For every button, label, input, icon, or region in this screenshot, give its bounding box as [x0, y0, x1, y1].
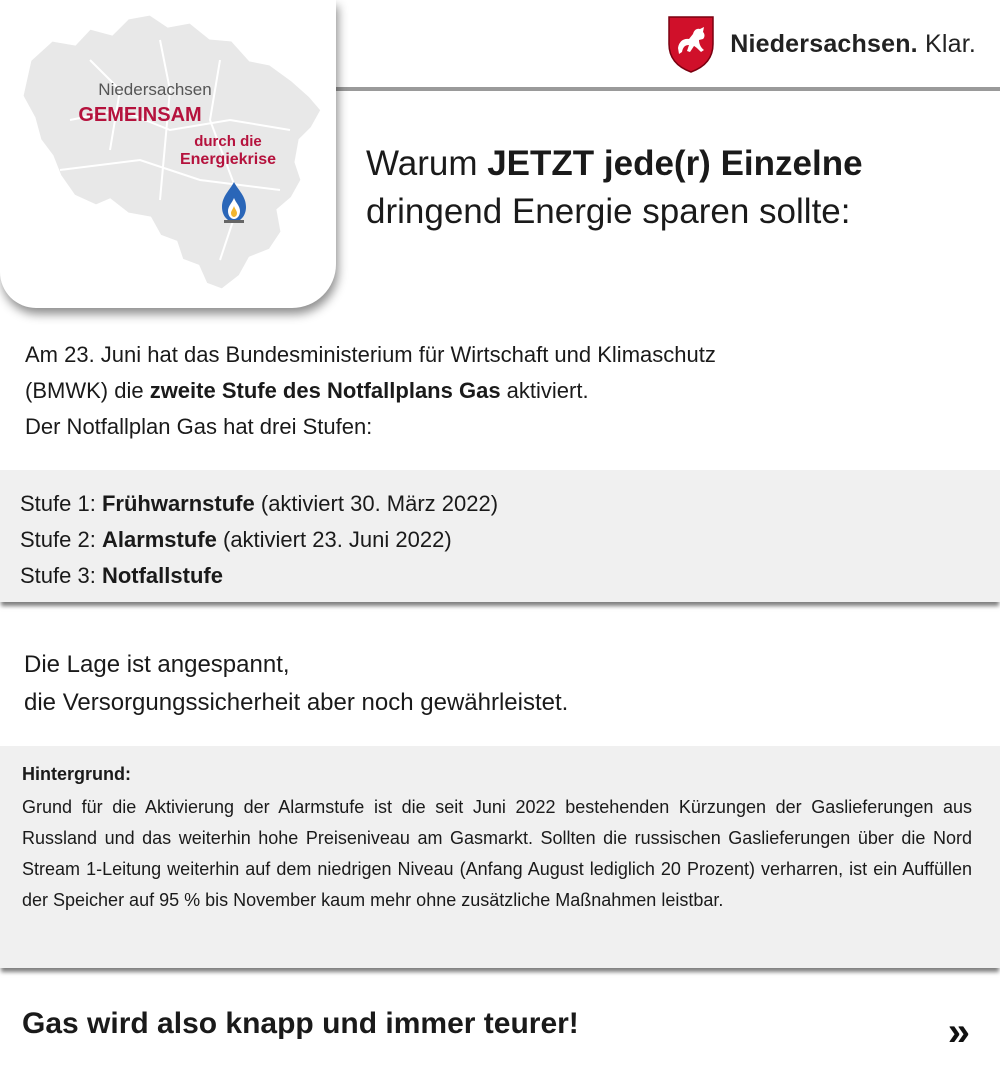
intro-line2 [25, 373, 925, 409]
brand-wordmark [730, 30, 976, 59]
intro-line3: Der Notfallplan Gas hat drei Stufen: [25, 414, 373, 439]
stage-note: (aktiviert 23. Juni 2022) [216, 527, 452, 552]
gas-flame-icon [218, 180, 250, 224]
intro-paragraph [25, 337, 925, 445]
map-label-line3: durch die [194, 133, 262, 150]
footer-conclusion: Gas wird also knapp und immer teurer! [22, 1007, 579, 1040]
stage-prefix: Stufe 3: [20, 563, 102, 588]
situation-line1: Die Lage ist angespannt, [24, 651, 290, 678]
stage-item [20, 558, 498, 594]
page-headline [366, 140, 863, 236]
intro-line1: Am 23. Juni hat das Bundesministerium für Wirtschaft und Klimaschutz [25, 342, 716, 367]
brand-name-light: Klar. [917, 29, 976, 58]
state-branding [666, 14, 976, 74]
stage-prefix: Stufe 1: [20, 491, 102, 516]
map-label-line1: Niedersachsen [98, 80, 212, 99]
situation-line2: die Versorgungssicherheit aber noch gewährleistet. [24, 689, 569, 716]
map-label-line2: GEMEINSAM [78, 104, 202, 126]
campaign-map-card [0, 0, 336, 308]
stage-item [20, 486, 498, 522]
next-page-double-chevron-icon[interactable]: » [947, 1010, 970, 1054]
stage-name: Frühwarnstufe [101, 491, 255, 516]
situation-statement [24, 646, 568, 722]
intro-line2-suffix: aktiviert. [500, 378, 589, 403]
background-title: Hintergrund: [22, 764, 131, 784]
stages-box [0, 470, 1000, 602]
headline-line1 [366, 140, 863, 188]
stage-name: Alarmstufe [101, 527, 217, 552]
header-rule [330, 87, 1000, 91]
stage-note: (aktiviert 30. März 2022) [254, 491, 499, 516]
brand-name-bold: Niedersachsen. [730, 29, 918, 58]
stages-list [20, 486, 498, 594]
headline-emphasis: JETZT jede(r) Einzelne [487, 144, 863, 183]
headline-prefix: Warum [366, 144, 488, 183]
stage-name: Notfallstufe [101, 563, 223, 588]
stage-item [20, 522, 498, 558]
background-text: Grund für die Aktivierung der Alarmstufe ist die seit Juni 2022 bestehenden Kürzungen der Gaslieferungen aus Russland und das weiterhin hohe Preiseniveau am Gasmarkt. Sollten die russischen Gaslieferungen über die Nord Stream 1-Leitung weiterhin auf dem niedrigen Niveau (Anfang August lediglich 20 Prozent) verharren, ist ein Auffüllen der Speicher auf 95 % bis November kaum mehr ohne zusätzliche Maßnahmen leistbar. [22, 797, 972, 910]
intro-line2-prefix: (BMWK) die [25, 378, 150, 403]
lower-saxony-crest-icon [666, 14, 716, 74]
intro-line2-emphasis: zweite Stufe des Notfallplans Gas [149, 378, 501, 403]
stage-prefix: Stufe 2: [20, 527, 102, 552]
map-label-line4: Energiekrise [179, 151, 277, 168]
headline-line2: dringend Energie sparen sollte: [366, 192, 851, 231]
background-box [0, 746, 1000, 968]
